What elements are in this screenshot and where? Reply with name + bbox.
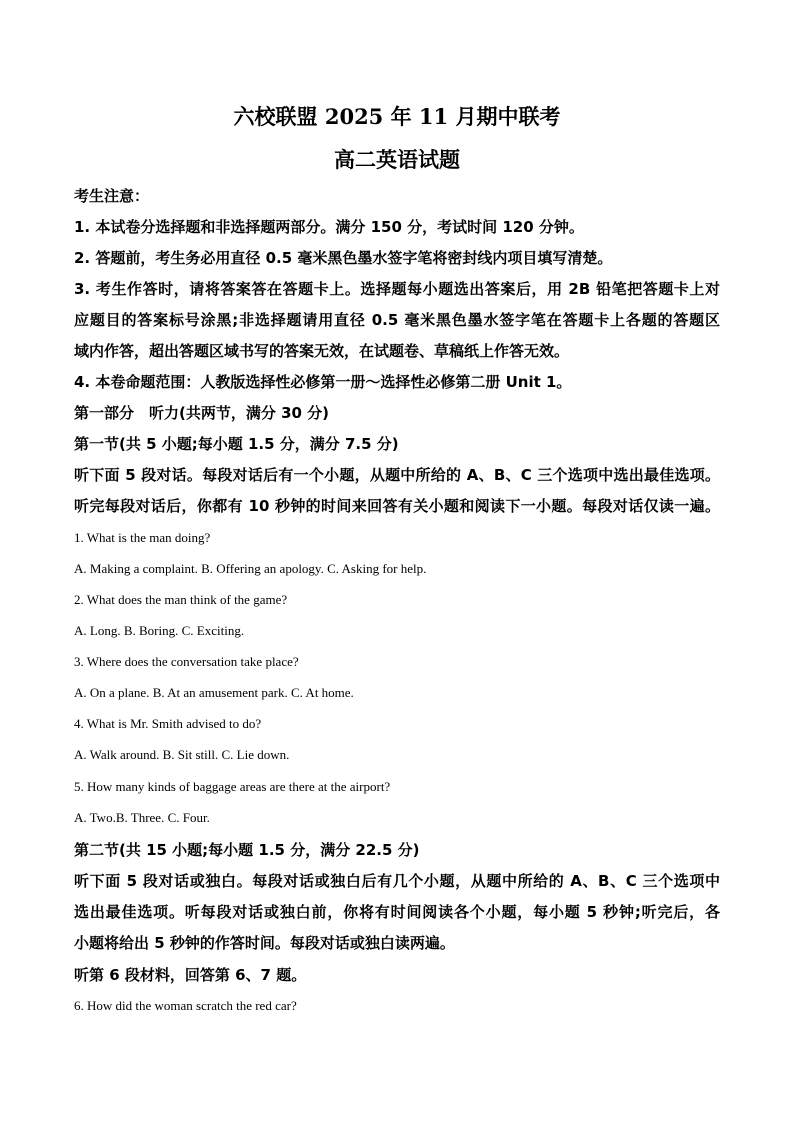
notice-item-3-line-1: 3. 考生作答时，请将答案答在答题卡上。选择题每小题选出答案后，用 2B 铅笔把答题卡上对 [74, 280, 720, 298]
notice-item-1: 1. 本试卷分选择题和非选择题两部分。满分 150 分，考试时间 120 分钟。 [74, 218, 584, 236]
section2-heading: 第二节(共 15 小题;每小题 1.5 分，满分 22.5 分) [74, 841, 420, 859]
notice-heading: 考生注意： [74, 187, 150, 205]
question-4-options: A. Walk around. B. Sit still. C. Lie down. [74, 747, 290, 762]
section1-instruction-line-2: 听完每段对话后，你都有 10 秒钟的时间来回答有关小题和阅读下一小题。每段对话仅读一遍。 [74, 497, 720, 515]
notice-item-3-line-3: 域内作答，超出答题区域书写的答案无效，在试题卷、草稿纸上作答无效。 [74, 342, 570, 360]
notice-item-4: 4. 本卷命题范围：人教版选择性必修第一册～选择性必修第二册 Unit 1。 [74, 373, 572, 391]
question-2-options: A. Long. B. Boring. C. Exciting. [74, 623, 245, 638]
notice-item-2: 2. 答题前，考生务必用直径 0.5 毫米黑色墨水签字笔将密封线内项目填写清楚。 [74, 249, 613, 267]
question-3-options: A. On a plane. B. At an amusement park. C. At home. [74, 685, 354, 700]
question-6: 6. How did the woman scratch the red car? [74, 998, 297, 1013]
section2-instruction-line-2: 选出最佳选项。听每段对话或独白前，你将有时间阅读各个小题，每小题 5 秒钟;听完后，各 [74, 903, 720, 921]
question-1-options: A. Making a complaint. B. Offering an apology. C. Asking for help. [74, 561, 427, 576]
question-5: 5. How many kinds of baggage areas are there at the airport? [74, 779, 391, 794]
exam-subtitle: 高二英语试题 [334, 147, 460, 172]
section2-instruction-line-1: 听下面 5 段对话或独白。每段对话或独白后有几个小题，从题中所给的 A、B、C 三个选项中 [74, 872, 720, 890]
notice-item-3-line-2: 应题目的答案标号涂黑;非选择题请用直径 0.5 毫米黑色墨水签字笔在答题卡上各题的答题区 [74, 311, 720, 329]
exam-title: 六校联盟 2025 年 11 月期中联考 [233, 104, 561, 129]
question-4: 4. What is Mr. Smith advised to do? [74, 716, 262, 731]
question-3: 3. Where does the conversation take place? [74, 654, 299, 669]
section1-instruction-line-1: 听下面 5 段对话。每段对话后有一个小题，从题中所给的 A、B、C 三个选项中选出最佳选项。 [74, 466, 720, 484]
section1-heading: 第一节(共 5 小题;每小题 1.5 分，满分 7.5 分) [74, 435, 399, 453]
question-1: 1. What is the man doing? [74, 530, 211, 545]
question-2: 2. What does the man think of the game? [74, 592, 288, 607]
material-6-heading: 听第 6 段材料，回答第 6、7 题。 [74, 966, 307, 984]
section2-instruction-line-3: 小题将给出 5 秒钟的作答时间。每段对话或独白读两遍。 [74, 934, 455, 952]
question-5-options: A. Two.B. Three. C. Four. [74, 810, 210, 825]
part1-heading: 第一部分 听力(共两节，满分 30 分) [74, 404, 330, 422]
